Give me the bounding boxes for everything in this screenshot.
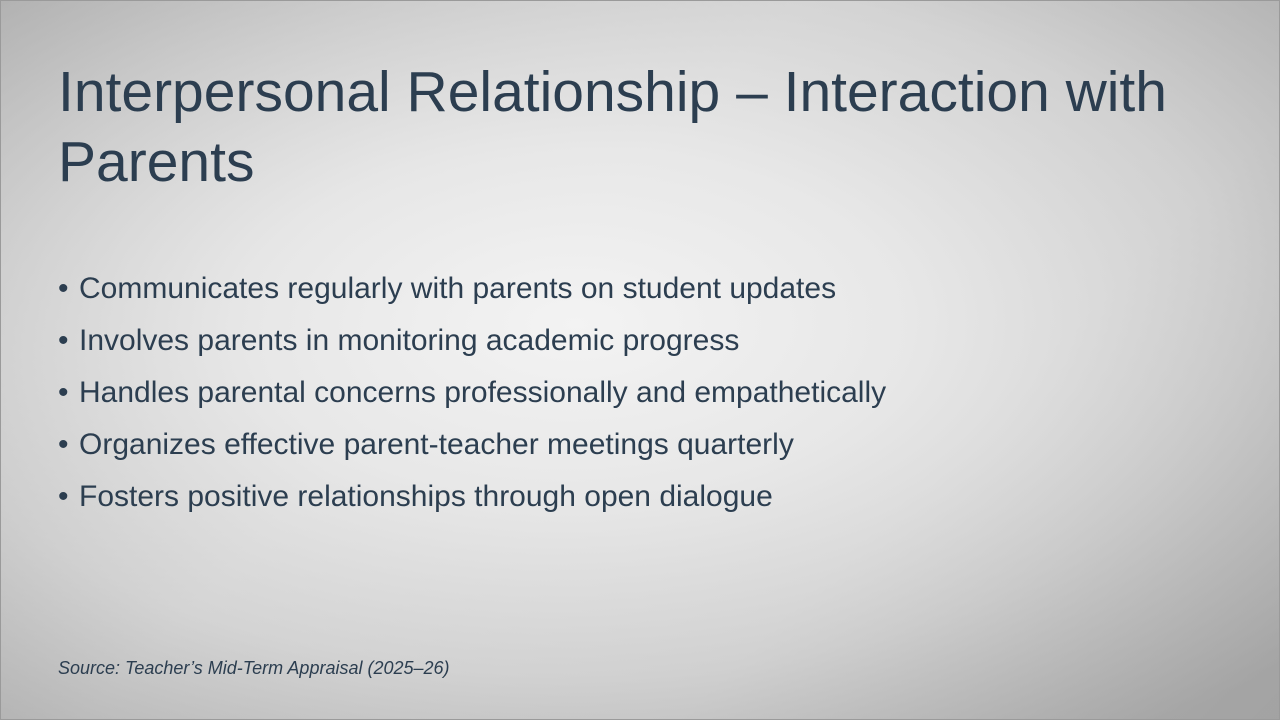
bullet-marker: • bbox=[58, 428, 69, 461]
bullet-text: Communicates regularly with parents on student updates bbox=[79, 272, 837, 305]
slide-title: Interpersonal Relationship – Interaction with Parents bbox=[58, 60, 1167, 194]
bullet-text: Handles parental concerns professionally and empathetically bbox=[79, 376, 887, 409]
source-note: Source: Teacher’s Mid-Term Appraisal (2025–26) bbox=[58, 658, 450, 678]
list-item bbox=[58, 315, 886, 367]
bullet-marker: • bbox=[58, 376, 69, 409]
bullet-marker: • bbox=[58, 272, 69, 305]
bullet-marker: • bbox=[58, 480, 69, 513]
bullet-text: Involves parents in monitoring academic progress bbox=[79, 324, 740, 357]
bullet-text: Fosters positive relationships through open dialogue bbox=[79, 480, 773, 513]
list-item bbox=[58, 263, 886, 315]
bullet-marker: • bbox=[58, 324, 69, 357]
list-item bbox=[58, 471, 886, 523]
bullet-text: Organizes effective parent-teacher meetings quarterly bbox=[79, 428, 794, 461]
list-item bbox=[58, 419, 886, 471]
bullet-list bbox=[58, 263, 886, 523]
list-item bbox=[58, 367, 886, 419]
